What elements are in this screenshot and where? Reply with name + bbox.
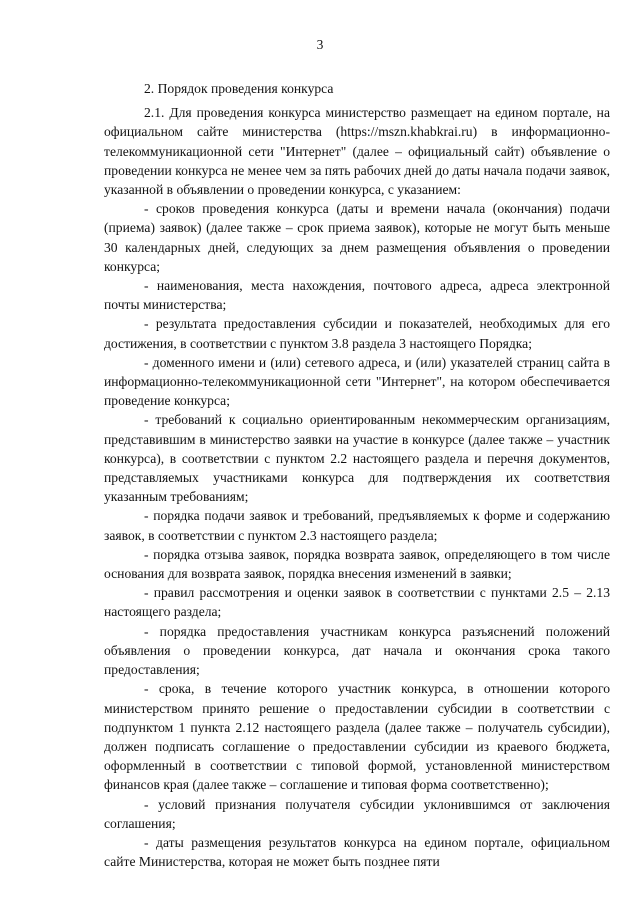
list-item-domain-name: - доменного имени и (или) сетевого адреса, и (или) указателей страниц сайта в информационно-телекоммуникационной сети "Интернет", на котором обеспечивается проведение конкурса; xyxy=(104,354,610,409)
list-item-results-date: - даты размещения результатов конкурса на едином портале, официальном сайте Министерства, которая не может быть позднее пяти xyxy=(104,834,610,870)
page-content xyxy=(104,79,610,871)
paragraph-2-1: 2.1. Для проведения конкурса министерство размещает на едином портале, на официальном сайте министерства (https://mszn.khabkrai.ru) в информационно-телекоммуникационной сети "Интернет" (далее – официальный сайт) объявление о проведении конкурса не менее чем за пять рабочих дней до даты начала подачи заявок, указанной в объявлении о проведении конкурса, с указанием: xyxy=(104,105,610,198)
section-heading: 2. Порядок проведения конкурса xyxy=(144,81,334,96)
list-item-subsidy-result: - результата предоставления субсидии и показателей, необходимых для его достижения, в соответствии с пунктом 3.8 раздела 3 настоящего Порядка; xyxy=(104,316,610,351)
list-item-submission-procedure: - порядка подачи заявок и требований, предъявляемых к форме и содержанию заявок, в соответствии с пунктом 2.3 настоящего раздела; xyxy=(104,508,610,543)
list-item-clarifications: - порядка предоставления участникам конкурса разъяснений положений объявления о проведении конкурса, дат начала и окончания срока такого предоставления; xyxy=(104,623,610,678)
list-item-evaluation-rules: - правил рассмотрения и оценки заявок в соответствии с пунктами 2.5 – 2.13 настоящего раздела; xyxy=(104,585,610,620)
list-item-ministry-address: - наименования, места нахождения, почтового адреса, адреса электронной почты министерства; xyxy=(104,278,610,313)
list-item-evasion-conditions: - условий признания получателя субсидии уклонившимся от заключения соглашения; xyxy=(104,796,610,831)
page-number: 3 xyxy=(316,37,324,52)
list-item-deadlines: - сроков проведения конкурса (даты и времени начала (окончания) подачи (приема) заявок) (далее также – срок приема заявок), которые не могут быть меньше 30 календарных дней, следующих за днем размещения объявления о проведении конкурса; xyxy=(104,201,610,274)
list-item-withdrawal-procedure: - порядка отзыва заявок, порядка возврата заявок, определяющего в том числе основания для возврата заявок, порядка внесения изменений в заявки; xyxy=(104,546,610,582)
list-item-requirements: - требований к социально ориентированным некоммерческим организациям, представившим в министерство заявки на участие в конкурсе (далее также – участник конкурса), в соответствии с пунктом 2.2 настоящего раздела и перечня документов, представляемых участниками конкурса для подтверждения их соответствия указанным требованиям; xyxy=(104,412,610,505)
list-item-agreement-term: - срока, в течение которого участник конкурса, в отношении которого министерством принято решение о предоставлении субсидии в соответствии с подпунктом 1 пункта 2.12 настоящего раздела (далее также – получатель субсидии), должен подписать соглашение о предоставлении субсидии из краевого бюджета, оформленный в соответствии с типовой формой, установленной министерством финансов края (далее также – соглашение и типовая форма соответственно); xyxy=(104,681,610,793)
